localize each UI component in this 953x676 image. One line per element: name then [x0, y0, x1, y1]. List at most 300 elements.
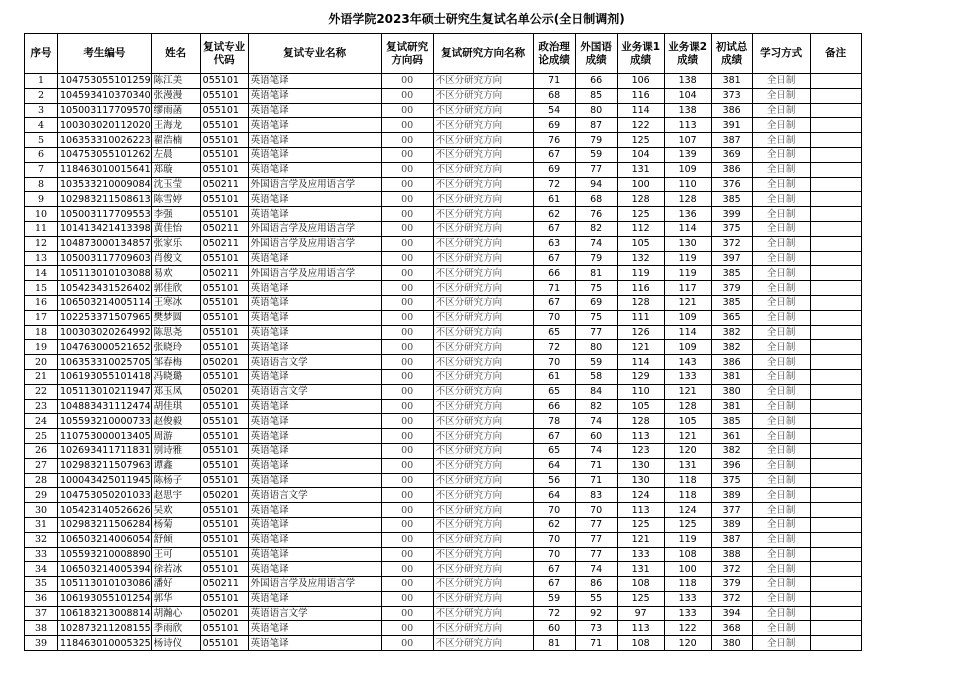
cell-col-total: 394 [711, 606, 752, 621]
cell-col-course2: 133 [664, 591, 711, 606]
cell-col-politics: 71 [533, 281, 575, 296]
table-row [25, 340, 862, 355]
cell-col-major-code: 055101 [200, 429, 248, 444]
cell-col-total: 382 [711, 325, 752, 340]
cell-col-name: 邹春梅 [151, 355, 200, 370]
cell-col-study-mode: 全日制 [752, 606, 810, 621]
cell-col-remarks [810, 88, 861, 103]
cell-col-total: 381 [711, 74, 752, 89]
cell-col-name: 李强 [151, 207, 200, 222]
cell-col-seq: 39 [25, 636, 58, 651]
cell-col-seq: 15 [25, 281, 58, 296]
cell-col-major-code: 055101 [200, 207, 248, 222]
cell-col-study-mode: 全日制 [752, 251, 810, 266]
cell-col-direction-code: 00 [381, 133, 433, 148]
cell-col-course2: 119 [664, 251, 711, 266]
cell-col-foreign-lang: 77 [575, 517, 617, 532]
cell-col-exam-id: 106353310025705 [58, 355, 152, 370]
cell-col-direction-name: 不区分研究方向 [433, 547, 533, 562]
cell-col-name: 郭佳欣 [151, 281, 200, 296]
cell-col-remarks [810, 281, 861, 296]
header-col-major-name: 复试专业名称 [248, 34, 381, 74]
table-row [25, 503, 862, 518]
cell-col-remarks [810, 636, 861, 651]
cell-col-exam-id: 104883431112474 [58, 399, 152, 414]
cell-col-seq: 21 [25, 369, 58, 384]
cell-col-foreign-lang: 83 [575, 488, 617, 503]
cell-col-direction-name: 不区分研究方向 [433, 636, 533, 651]
cell-col-major-code: 050201 [200, 355, 248, 370]
cell-col-major-code: 050211 [200, 266, 248, 281]
cell-col-exam-id: 104753050201033 [58, 488, 152, 503]
cell-col-direction-name: 不区分研究方向 [433, 591, 533, 606]
cell-col-foreign-lang: 92 [575, 606, 617, 621]
cell-col-course1: 130 [617, 473, 664, 488]
cell-col-course2: 109 [664, 310, 711, 325]
cell-col-direction-name: 不区分研究方向 [433, 399, 533, 414]
cell-col-direction-code: 00 [381, 414, 433, 429]
cell-col-exam-id: 105423140526626 [58, 503, 152, 518]
cell-col-course1: 132 [617, 251, 664, 266]
cell-col-course2: 118 [664, 473, 711, 488]
table-row [25, 162, 862, 177]
cell-col-remarks [810, 369, 861, 384]
cell-col-exam-id: 104593410370340 [58, 88, 152, 103]
cell-col-exam-id: 106193055101418 [58, 369, 152, 384]
cell-col-direction-name: 不区分研究方向 [433, 340, 533, 355]
cell-col-remarks [810, 340, 861, 355]
cell-col-direction-name: 不区分研究方向 [433, 473, 533, 488]
cell-col-direction-name: 不区分研究方向 [433, 74, 533, 89]
cell-col-course2: 118 [664, 488, 711, 503]
cell-col-remarks [810, 429, 861, 444]
table-row [25, 577, 862, 592]
cell-col-exam-id: 100043425011945 [58, 473, 152, 488]
cell-col-major-name: 英语语言文学 [248, 384, 381, 399]
cell-col-total: 385 [711, 414, 752, 429]
cell-col-remarks [810, 488, 861, 503]
cell-col-exam-id: 118463010005325 [58, 636, 152, 651]
cell-col-direction-name: 不区分研究方向 [433, 325, 533, 340]
cell-col-major-code: 055101 [200, 532, 248, 547]
cell-col-major-code: 055101 [200, 310, 248, 325]
cell-col-course2: 114 [664, 325, 711, 340]
cell-col-politics: 70 [533, 503, 575, 518]
cell-col-study-mode: 全日制 [752, 118, 810, 133]
cell-col-politics: 70 [533, 310, 575, 325]
table-body [25, 74, 862, 651]
table-row [25, 355, 862, 370]
header-col-major-code: 复试专业代码 [200, 34, 248, 74]
cell-col-direction-code: 00 [381, 443, 433, 458]
cell-col-exam-id: 104753055101259 [58, 74, 152, 89]
header-col-direction-name: 复试研究方向名称 [433, 34, 533, 74]
cell-col-exam-id: 105003117709603 [58, 251, 152, 266]
cell-col-exam-id: 103533210009084 [58, 177, 152, 192]
cell-col-foreign-lang: 76 [575, 207, 617, 222]
cell-col-name: 赵俊毅 [151, 414, 200, 429]
cell-col-major-code: 050201 [200, 488, 248, 503]
cell-col-exam-id: 106503214005114 [58, 295, 152, 310]
cell-col-total: 368 [711, 621, 752, 636]
cell-col-politics: 70 [533, 532, 575, 547]
cell-col-direction-name: 不区分研究方向 [433, 458, 533, 473]
cell-col-politics: 65 [533, 443, 575, 458]
cell-col-politics: 67 [533, 562, 575, 577]
cell-col-remarks [810, 221, 861, 236]
cell-col-total: 375 [711, 221, 752, 236]
table-row [25, 88, 862, 103]
cell-col-foreign-lang: 69 [575, 295, 617, 310]
cell-col-remarks [810, 162, 861, 177]
cell-col-course1: 122 [617, 118, 664, 133]
cell-col-study-mode: 全日制 [752, 325, 810, 340]
cell-col-direction-code: 00 [381, 221, 433, 236]
cell-col-name: 肖俊文 [151, 251, 200, 266]
cell-col-name: 徐若冰 [151, 562, 200, 577]
cell-col-course2: 125 [664, 517, 711, 532]
cell-col-name: 杨菊 [151, 517, 200, 532]
cell-col-total: 386 [711, 162, 752, 177]
cell-col-foreign-lang: 82 [575, 221, 617, 236]
table-row [25, 147, 862, 162]
cell-col-course1: 128 [617, 414, 664, 429]
cell-col-exam-id: 118463010015641 [58, 162, 152, 177]
cell-col-course1: 131 [617, 562, 664, 577]
cell-col-seq: 2 [25, 88, 58, 103]
cell-col-direction-code: 00 [381, 577, 433, 592]
cell-col-politics: 67 [533, 147, 575, 162]
cell-col-remarks [810, 606, 861, 621]
header-col-foreign-lang: 外国语成绩 [575, 34, 617, 74]
cell-col-study-mode: 全日制 [752, 473, 810, 488]
cell-col-foreign-lang: 79 [575, 133, 617, 148]
cell-col-total: 369 [711, 147, 752, 162]
cell-col-direction-name: 不区分研究方向 [433, 266, 533, 281]
cell-col-foreign-lang: 86 [575, 577, 617, 592]
cell-col-direction-code: 00 [381, 606, 433, 621]
cell-col-course2: 130 [664, 236, 711, 251]
cell-col-major-code: 055101 [200, 562, 248, 577]
cell-col-course1: 114 [617, 355, 664, 370]
cell-col-remarks [810, 414, 861, 429]
cell-col-major-code: 055101 [200, 621, 248, 636]
table-row [25, 266, 862, 281]
cell-col-study-mode: 全日制 [752, 621, 810, 636]
cell-col-remarks [810, 355, 861, 370]
cell-col-exam-id: 101413421413398 [58, 221, 152, 236]
cell-col-direction-name: 不区分研究方向 [433, 532, 533, 547]
cell-col-total: 387 [711, 133, 752, 148]
cell-col-direction-code: 00 [381, 147, 433, 162]
table-row [25, 281, 862, 296]
cell-col-course1: 128 [617, 295, 664, 310]
cell-col-study-mode: 全日制 [752, 384, 810, 399]
cell-col-seq: 37 [25, 606, 58, 621]
cell-col-study-mode: 全日制 [752, 414, 810, 429]
table-row [25, 177, 862, 192]
cell-col-study-mode: 全日制 [752, 281, 810, 296]
cell-col-remarks [810, 133, 861, 148]
cell-col-seq: 27 [25, 458, 58, 473]
cell-col-politics: 63 [533, 236, 575, 251]
cell-col-direction-code: 00 [381, 310, 433, 325]
cell-col-foreign-lang: 77 [575, 547, 617, 562]
cell-col-study-mode: 全日制 [752, 636, 810, 651]
cell-col-study-mode: 全日制 [752, 532, 810, 547]
cell-col-major-name: 英语笔译 [248, 133, 381, 148]
cell-col-remarks [810, 547, 861, 562]
cell-col-course2: 138 [664, 103, 711, 118]
cell-col-politics: 67 [533, 221, 575, 236]
table-row [25, 636, 862, 651]
cell-col-direction-code: 00 [381, 532, 433, 547]
cell-col-direction-code: 00 [381, 74, 433, 89]
results-table [24, 33, 862, 651]
cell-col-major-code: 055101 [200, 503, 248, 518]
cell-col-direction-code: 00 [381, 458, 433, 473]
cell-col-politics: 69 [533, 162, 575, 177]
cell-col-direction-name: 不区分研究方向 [433, 221, 533, 236]
cell-col-major-name: 外国语言学及应用语言学 [248, 221, 381, 236]
cell-col-course2: 143 [664, 355, 711, 370]
cell-col-major-code: 055101 [200, 162, 248, 177]
cell-col-direction-code: 00 [381, 192, 433, 207]
cell-col-direction-name: 不区分研究方向 [433, 147, 533, 162]
cell-col-course2: 138 [664, 74, 711, 89]
cell-col-major-code: 050211 [200, 236, 248, 251]
cell-col-major-name: 英语笔译 [248, 251, 381, 266]
cell-col-direction-name: 不区分研究方向 [433, 310, 533, 325]
header-col-course1: 业务课1成绩 [617, 34, 664, 74]
cell-col-study-mode: 全日制 [752, 221, 810, 236]
cell-col-name: 郑玉凤 [151, 384, 200, 399]
table-row [25, 74, 862, 89]
cell-col-name: 潘好 [151, 577, 200, 592]
cell-col-politics: 68 [533, 88, 575, 103]
cell-col-direction-name: 不区分研究方向 [433, 192, 533, 207]
cell-col-major-code: 055101 [200, 517, 248, 532]
cell-col-total: 381 [711, 399, 752, 414]
cell-col-study-mode: 全日制 [752, 399, 810, 414]
cell-col-remarks [810, 325, 861, 340]
cell-col-seq: 24 [25, 414, 58, 429]
cell-col-total: 380 [711, 384, 752, 399]
cell-col-name: 陈杨子 [151, 473, 200, 488]
table-row [25, 295, 862, 310]
cell-col-direction-name: 不区分研究方向 [433, 251, 533, 266]
cell-col-direction-code: 00 [381, 384, 433, 399]
cell-col-direction-name: 不区分研究方向 [433, 503, 533, 518]
cell-col-course2: 104 [664, 88, 711, 103]
cell-col-major-name: 外国语言学及应用语言学 [248, 266, 381, 281]
cell-col-name: 胡瀚心 [151, 606, 200, 621]
cell-col-name: 翟浩楠 [151, 133, 200, 148]
cell-col-exam-id: 104873000134857 [58, 236, 152, 251]
cell-col-seq: 22 [25, 384, 58, 399]
cell-col-exam-id: 102873211208155 [58, 621, 152, 636]
cell-col-name: 郑璇 [151, 162, 200, 177]
cell-col-politics: 60 [533, 621, 575, 636]
cell-col-politics: 72 [533, 340, 575, 355]
cell-col-major-name: 英语笔译 [248, 458, 381, 473]
cell-col-foreign-lang: 74 [575, 562, 617, 577]
cell-col-name: 胡佳琪 [151, 399, 200, 414]
cell-col-major-name: 英语笔译 [248, 503, 381, 518]
cell-col-total: 373 [711, 88, 752, 103]
cell-col-major-name: 英语笔译 [248, 473, 381, 488]
cell-col-politics: 78 [533, 414, 575, 429]
table-row [25, 118, 862, 133]
cell-col-course1: 133 [617, 547, 664, 562]
cell-col-major-code: 055101 [200, 118, 248, 133]
cell-col-study-mode: 全日制 [752, 103, 810, 118]
cell-col-remarks [810, 532, 861, 547]
cell-col-course2: 128 [664, 399, 711, 414]
cell-col-politics: 54 [533, 103, 575, 118]
table-row [25, 369, 862, 384]
cell-col-course2: 136 [664, 207, 711, 222]
cell-col-exam-id: 105593210008890 [58, 547, 152, 562]
cell-col-seq: 36 [25, 591, 58, 606]
cell-col-direction-name: 不区分研究方向 [433, 621, 533, 636]
cell-col-name: 冯晓璐 [151, 369, 200, 384]
cell-col-name: 郭华 [151, 591, 200, 606]
cell-col-direction-code: 00 [381, 207, 433, 222]
cell-col-major-code: 055101 [200, 88, 248, 103]
cell-col-exam-id: 106503214005394 [58, 562, 152, 577]
cell-col-politics: 67 [533, 429, 575, 444]
cell-col-major-name: 英语笔译 [248, 147, 381, 162]
cell-col-remarks [810, 236, 861, 251]
cell-col-seq: 13 [25, 251, 58, 266]
cell-col-major-code: 055101 [200, 147, 248, 162]
cell-col-total: 389 [711, 517, 752, 532]
cell-col-politics: 59 [533, 591, 575, 606]
cell-col-course2: 107 [664, 133, 711, 148]
cell-col-politics: 66 [533, 399, 575, 414]
cell-col-exam-id: 102983211507963 [58, 458, 152, 473]
cell-col-name: 左晨 [151, 147, 200, 162]
cell-col-major-code: 055101 [200, 192, 248, 207]
cell-col-study-mode: 全日制 [752, 577, 810, 592]
cell-col-major-name: 英语笔译 [248, 103, 381, 118]
cell-col-remarks [810, 577, 861, 592]
cell-col-seq: 29 [25, 488, 58, 503]
cell-col-total: 380 [711, 636, 752, 651]
cell-col-direction-code: 00 [381, 636, 433, 651]
cell-col-seq: 30 [25, 503, 58, 518]
cell-col-course1: 104 [617, 147, 664, 162]
cell-col-direction-name: 不区分研究方向 [433, 118, 533, 133]
cell-col-politics: 64 [533, 488, 575, 503]
cell-col-name: 别诗雅 [151, 443, 200, 458]
cell-col-total: 385 [711, 192, 752, 207]
cell-col-course1: 105 [617, 236, 664, 251]
cell-col-total: 385 [711, 266, 752, 281]
cell-col-major-code: 055101 [200, 103, 248, 118]
cell-col-exam-id: 105113010103088 [58, 266, 152, 281]
cell-col-seq: 3 [25, 103, 58, 118]
cell-col-major-code: 050211 [200, 221, 248, 236]
cell-col-total: 379 [711, 577, 752, 592]
cell-col-direction-name: 不区分研究方向 [433, 369, 533, 384]
cell-col-seq: 19 [25, 340, 58, 355]
cell-col-politics: 61 [533, 369, 575, 384]
cell-col-politics: 81 [533, 636, 575, 651]
cell-col-course2: 121 [664, 429, 711, 444]
cell-col-foreign-lang: 74 [575, 443, 617, 458]
cell-col-study-mode: 全日制 [752, 488, 810, 503]
cell-col-direction-name: 不区分研究方向 [433, 177, 533, 192]
cell-col-name: 陈思尧 [151, 325, 200, 340]
cell-col-major-name: 英语笔译 [248, 162, 381, 177]
cell-col-direction-name: 不区分研究方向 [433, 88, 533, 103]
cell-col-remarks [810, 591, 861, 606]
cell-col-major-code: 055101 [200, 443, 248, 458]
table-row [25, 103, 862, 118]
cell-col-seq: 6 [25, 147, 58, 162]
cell-col-major-code: 055101 [200, 636, 248, 651]
cell-col-remarks [810, 192, 861, 207]
cell-col-direction-name: 不区分研究方向 [433, 133, 533, 148]
cell-col-major-code: 055101 [200, 414, 248, 429]
cell-col-remarks [810, 295, 861, 310]
cell-col-study-mode: 全日制 [752, 591, 810, 606]
cell-col-course2: 120 [664, 443, 711, 458]
cell-col-total: 372 [711, 562, 752, 577]
cell-col-course1: 100 [617, 177, 664, 192]
cell-col-study-mode: 全日制 [752, 192, 810, 207]
cell-col-major-code: 050201 [200, 384, 248, 399]
cell-col-major-name: 英语笔译 [248, 591, 381, 606]
cell-col-direction-code: 00 [381, 621, 433, 636]
cell-col-direction-code: 00 [381, 118, 433, 133]
header-col-name: 姓名 [151, 34, 200, 74]
table-row [25, 562, 862, 577]
table-row [25, 532, 862, 547]
cell-col-course1: 129 [617, 369, 664, 384]
cell-col-foreign-lang: 75 [575, 281, 617, 296]
cell-col-direction-code: 00 [381, 503, 433, 518]
cell-col-foreign-lang: 87 [575, 118, 617, 133]
cell-col-major-name: 英语语言文学 [248, 488, 381, 503]
cell-col-name: 陈雪婷 [151, 192, 200, 207]
cell-col-direction-code: 00 [381, 281, 433, 296]
cell-col-course1: 125 [617, 207, 664, 222]
cell-col-study-mode: 全日制 [752, 310, 810, 325]
cell-col-course1: 113 [617, 429, 664, 444]
cell-col-remarks [810, 207, 861, 222]
cell-col-politics: 71 [533, 74, 575, 89]
cell-col-seq: 23 [25, 399, 58, 414]
cell-col-exam-id: 106193055101254 [58, 591, 152, 606]
cell-col-remarks [810, 266, 861, 281]
cell-col-seq: 10 [25, 207, 58, 222]
cell-col-politics: 66 [533, 266, 575, 281]
cell-col-major-name: 英语笔译 [248, 118, 381, 133]
cell-col-remarks [810, 74, 861, 89]
cell-col-total: 376 [711, 177, 752, 192]
table-row [25, 606, 862, 621]
cell-col-name: 周游 [151, 429, 200, 444]
cell-col-exam-id: 105003117709570 [58, 103, 152, 118]
cell-col-major-code: 050211 [200, 177, 248, 192]
cell-col-exam-id: 106503214006054 [58, 532, 152, 547]
cell-col-remarks [810, 399, 861, 414]
cell-col-seq: 38 [25, 621, 58, 636]
cell-col-study-mode: 全日制 [752, 369, 810, 384]
